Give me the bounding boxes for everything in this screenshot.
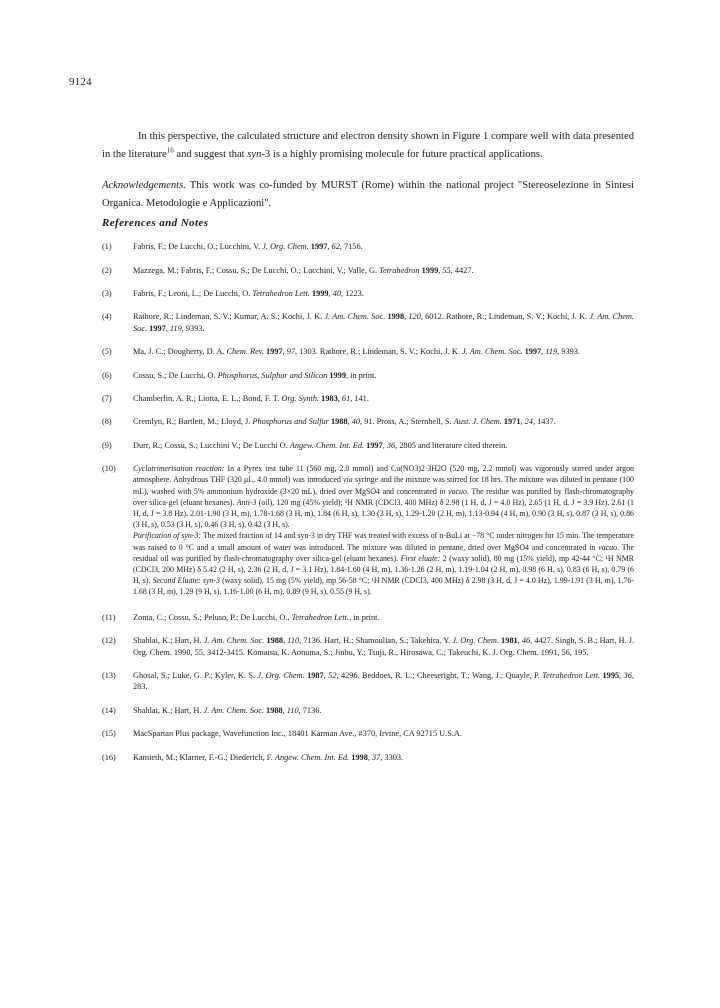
reference-text: Ma, J. C.; Dougherty, D. A. Chem. Rev. 1997, 97, 1303. Rathore, R.; Lindeman, S. V.; Kochi, J. K. J. Am. Chem. Soc. 1997, 119, 9393. (133, 347, 580, 357)
page-content (102, 128, 634, 775)
reference-text: Kamieth, M.; Klarner, F.-G.; Diederich, F. Angew. Chem. Int. Ed. 1998, 37, 3303. (133, 752, 404, 762)
acknowledgements: Acknowledgements. This work was co-funded by MURST (Rome) within the national project "Stereoselezione in Sintesi Organica. Metodologie e Applicazioni". (102, 179, 634, 209)
reference-item (102, 612, 634, 623)
reference-item (102, 728, 634, 739)
reference-text: Shahlai, K.; Hart, H. J. Am. Chem. Soc. 1988, 110, 7136. (133, 705, 322, 715)
reference-number: (7) (102, 394, 112, 404)
acknowledgements-label: Acknowledgements. (102, 179, 186, 191)
reference-text: Fabris, F.; Leoni, L.; De Lucchi, O. Tetrahedron Lett. 1999, 40, 1223. (133, 289, 364, 298)
reference-item (102, 288, 634, 299)
reference-item (102, 370, 634, 381)
reference-item (102, 752, 634, 763)
reference-text: Shahlai, K.; Hart, H. J. Am. Chem. Soc. 1988, 110, 7136. Hart, H.; Shamoulian, S.; Takehira, Y. J. Org. Chem. 1981, 46, 4427. Singh, S. B.; Hart, H. J. Org. Chem. 1990, 55, 3412-3415. Komatsu, K. Aonuma, S.; Jinbu, Y.; Tsuji, R., Hirosawa, C.; Takeuchi, K. J. Org. Chem. 1991, 56, 195. (133, 636, 635, 657)
reference-number: (5) (102, 347, 112, 357)
reference-number: (13) (102, 670, 116, 680)
references-list (102, 241, 634, 451)
reference-number: (11) (102, 612, 116, 622)
reference-item (102, 670, 634, 693)
reference-number: (8) (102, 417, 112, 427)
reference-item (102, 311, 634, 334)
reference-number: (6) (102, 370, 112, 380)
reference-number: (1) (102, 242, 112, 252)
reference-text: Chamberlin, A. R.; Liotta, E. L.; Bond, F. T. Org. Synth. 1983, 61, 141. (133, 394, 369, 404)
reference-item (102, 265, 634, 276)
reference-text: Zonta, C.; Cossu, S.; Peluso, P.; De Lucchi, O., Tetrahedron Lett., in print. (133, 612, 380, 622)
reference-text: Rathore, R.; Lindeman, S. V.; Kumar, A. S.; Kochi, J. K. J. Am. Chem. Soc. 1998, 120, 6012. Rathore, R.; Lindeman, S. V.; Kochi, J. K. J. Am. Chem. Soc. 1997, 119, 9393. (133, 312, 634, 333)
intro-paragraph: In this perspective, the calculated structure and electron density shown in Figure 1 compare well with data presented in the literature$^{16}$ and suggest that syn-3 is a highly promising molecule for future practical applications. (102, 131, 634, 161)
reference-text: Mazzega, M.; Fabris, F.; Cossu, S.; De Lucchi, O.; Lucchini, V.; Valle, G. Tetrahedron 1999, 55, 4427. (133, 265, 474, 275)
reference-text: Cremlyn, R.; Bartlett, M.; Lloyd, J. Phosphorus and Sulfur 1988, 40, 91. Pross, A.; Sternhell, S. Aust. J. Chem. 1971, 24, 1437. (133, 417, 556, 427)
reference-number: (16) (102, 752, 116, 762)
reference-text: Fabris, F.; De Lucchi, O.; Lucchini, V. J. Org. Chem. 1997, 62, 7156. (133, 242, 363, 252)
reference-item (102, 416, 634, 427)
reference-item (102, 635, 634, 658)
reference-number: (12) (102, 636, 116, 646)
reference-text: MacSpartan Plus package, Wavefunction Inc., 18401 Karman Ave., #370, Irvine, CA 92715 U.S.A. (133, 729, 462, 739)
references-heading: References and Notes (102, 217, 209, 230)
reference-item (102, 440, 634, 451)
reference-number: (15) (102, 729, 116, 739)
page-number: 9124 (69, 76, 92, 88)
reference-number: (3) (102, 289, 112, 298)
reference-text: Ghosal, S.; Luke, G. P.; Kyler, K. S. J. Org. Chem. 1987, 52, 4296. Beddoes, R. L.; Cheeseright, T.; Wang, J.; Quayle, P. Tetrahedron Lett. 1995, 36, 283. (133, 670, 634, 692)
references-list-continued (102, 612, 634, 763)
reference-number: (14) (102, 705, 116, 715)
reference-text: Durr, R.; Cossu, S.; Lucchini V.; De Lucchi O. Angew. Chem. Int. Ed. 1997, 36, 2805 and literature cited therein. (133, 440, 508, 450)
reference-note-10: (10) Cyclotrimerisation reaction: In a Pyrex test tube 11 (560 mg, 2.0 mmol) and Cu(NO3)2·3H2O (520 mg, 2.2 mmol) was vigorously stirred under argon atmosphere. Anhydrous THF (320 μL, 4.0 mmol) was introduced via syringe and the mixture was stirred for 18 hrs. The mixture was diluted in pentane (100 mL), washed with 5% ammonium hydroxide (3×20 mL), dried over MgSO4 and concentrated in vacuo. The residue was purified by flash-chromatography over silica-gel (eluant hexanes). Anti-3 (oil), 120 mg (45% yield); ¹H NMR (CDCl3, 400 MHz) δ 2.98 (1 H, d, J = 4.0 Hz), 2.65 (1 H, d, J = 3.9 Hz), 2.61 (1 H, d, J = 3.8 Hz), 2.01-1.90 (3 H, m), 1.78-1.68 (3 H, m), 1.84 (6 H, s), 1.30 (3 H, s), 1.29-1.20 (2 H, m), 1.13-0.94 (4 H, m), 0.90 (3 H, s), 0.87 (3 H, s), 0.86 (3 H, s), 0.53 (3 H, s), 0.46 (3 H, s), 0.42 (3 H, s). Purification of syn-3: The mixed fraction of 14 and syn-3 in dry THF was treated with excess of n-BuLi at −78 °C under nitrogen for 15 min. The temperature was raised to 0 °C and a small amount of water was introduced. The mixture was diluted in pentane, dried over MgSO4 and concentrated in vacuo. The residual oil was purified by flash-chromatography over silica-gel (eluant hexanes). First eluate: 2 (waxy solid), 80 mg (15% yield), mp 42-44 °C; ¹H NMR (CDCl3, 200 MHz) δ 5.42 (2 H, s), 2.36 (2 H, d, J = 3.1 Hz), 1.84-1.60 (4 H, m), 1.36-1.26 (2 H, m), 1.19-1.04 (2 H, m), 0.98 (6 H, s), 0.83 (6 H, s), 0.79 (6 H, s). Second Eluate: syn-3 (waxy solid), 15 mg (5% yield), mp 56-58 °C; ¹H NMR (CDCl3, 400 MHz) δ 2.98 (3 H, d, J = 4.0 Hz), 1.99-1.91 (3 H, m), 1.76-1.68 (3 H, m), 1.29 (9 H, s), 1.16-1.00 (6 H, m), 0.89 (9 H, s), 0.55 (9 H, s). (102, 464, 635, 597)
reference-number: (9) (102, 440, 112, 450)
reference-number: (2) (102, 265, 112, 275)
reference-item (102, 393, 634, 404)
reference-number: (4) (102, 312, 112, 322)
reference-item (102, 346, 634, 357)
reference-item (102, 705, 634, 716)
reference-item (102, 241, 634, 252)
reference-text: Cossu, S.; De Lucchi, O. Phosphorus, Sulphur and Silicon 1999, in print. (133, 370, 377, 380)
